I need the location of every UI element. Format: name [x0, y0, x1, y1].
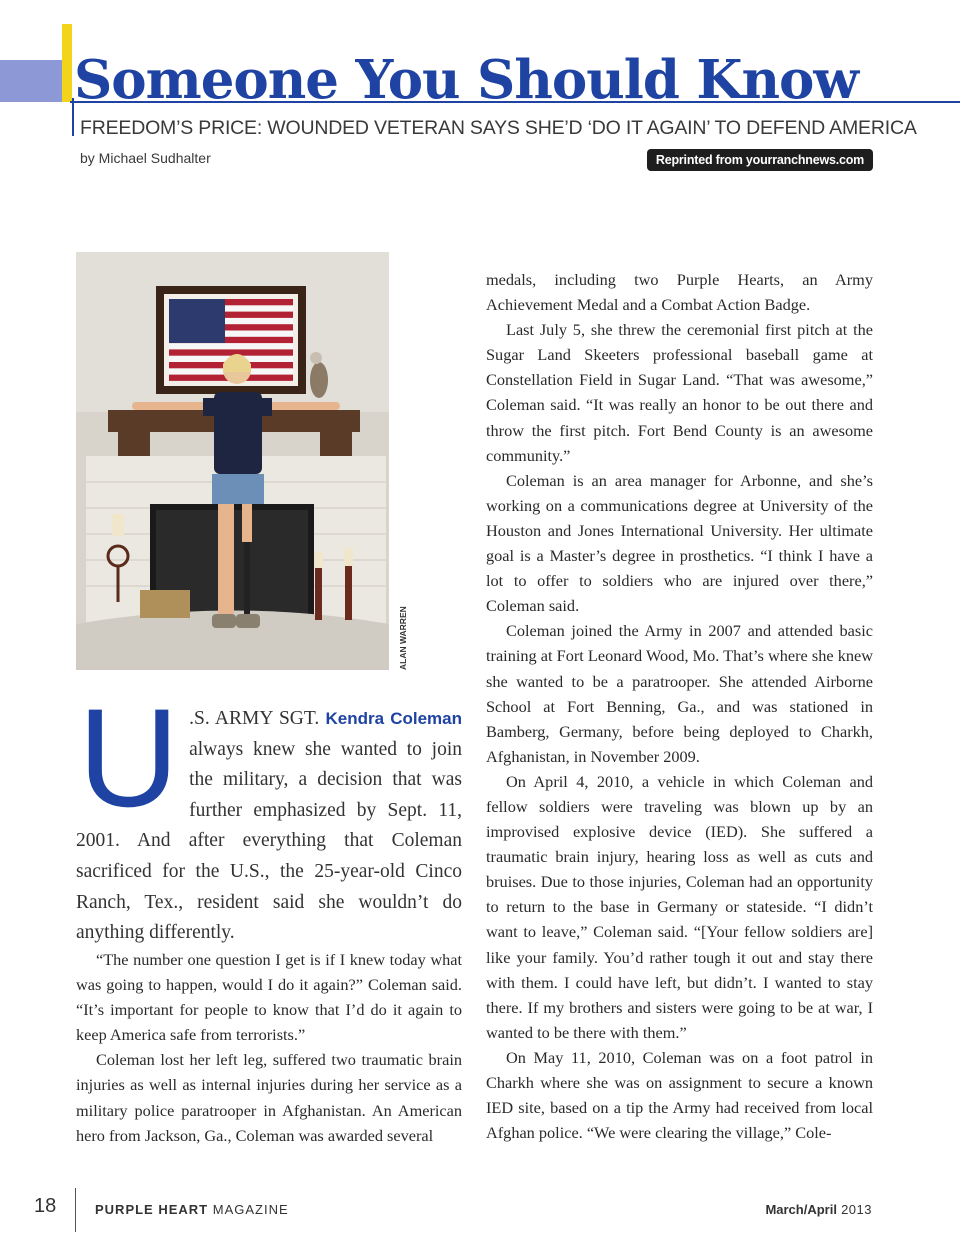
left-column [76, 947, 462, 1148]
lead-start: .S. ARMY SGT. [189, 708, 326, 729]
photo-illustration [76, 252, 389, 670]
body-paragraph: On April 4, 2010, a vehicle in which Coleman and fellow soldiers were traveling was blown up by an improvised explosive device (IED). She suffered a traumatic brain injury, hearing loss as well as cuts and bruises. Due to those injuries, Coleman had an opportunity to return to the base in Germany or stateside. “I didn’t want to leave,” Coleman said. “[Your fellow soldiers are] like your family. You’d rather tough it out and stay there with them. I could have left, but didn’t. I wanted to stay there. If my brothers and sisters were going to be at war, I wanted to be there with them.” [486, 771, 873, 1042]
reprint-badge: Reprinted from yourranchnews.com [647, 149, 873, 171]
page-number: 18 [34, 1195, 57, 1217]
body-paragraph: medals, including two Purple Hearts, an Army Achievement Medal and a Combat Action Badge. [486, 270, 873, 315]
magazine-name-bold: PURPLE HEART [95, 1202, 209, 1217]
body-paragraph: Last July 5, she threw the ceremonial first pitch at the Sugar Land Skeeters professional baseball game at Constellation Field in Sugar Land. “That was awesome,” Coleman said. “It was really an honor to be out there and throw the first pitch. Fort Bend County is an awesome community.” [486, 320, 873, 465]
footer-divider [75, 1188, 76, 1232]
issue-months: March/April [765, 1202, 837, 1217]
article-photo [76, 252, 389, 670]
issue-year: 2013 [841, 1202, 872, 1217]
photo-credit: ALAN WARREN [398, 606, 408, 670]
subject-name: Kendra Coleman [325, 709, 463, 728]
article-subtitle: FREEDOM’S PRICE: WOUNDED VETERAN SAYS SHE’D ‘DO IT AGAIN’ TO DEFEND AMERICA [80, 117, 917, 139]
header-yellow-bar [62, 24, 72, 102]
body-paragraph: Coleman is an area manager for Arbonne, and she’s working on a communications degree at University of the Houston and Jones International University. Her ultimate goal is a Master’s degree in prosthetics. “I think I have a lot to offer to soldiers who are injured over there,” Coleman said. [486, 470, 873, 616]
right-column [486, 267, 873, 1145]
magazine-name [95, 1202, 289, 1217]
lead-rest: always knew she wanted to join the military, a decision that was further emphasized by Sept. 11, 2001. And after everything that Coleman sacrificed for the U.S., the 25-year-old Cinco Ranch, Tex., resident said she wouldn’t do anything differently. [76, 738, 462, 944]
page-title: Someone You Should Know [74, 49, 858, 111]
header-band [0, 60, 70, 102]
magazine-name-rest: MAGAZINE [212, 1202, 289, 1217]
body-paragraph: On May 11, 2010, Coleman was on a foot patrol in Charkh where she was on assignment to secure a known IED site, based on a tip the Army had received from local Afghan police. “We were clearing the village,” Cole- [486, 1047, 873, 1143]
body-paragraph: Coleman joined the Army in 2007 and attended basic training at Fort Leonard Wood, Mo. That’s where she knew she wanted to be a paratrooper. She attended Airborne School at Fort Benning, Ga., and was stationed in Bamberg, Germany, before being deployed to Charkh, Afghanistan, in November 2009. [486, 621, 873, 766]
body-paragraph: Coleman lost her left leg, suffered two traumatic brain injuries as well as internal injuries during her service as a military police paratrooper in Afghanistan. An American hero from Jackson, Ga., Coleman was awarded several [76, 1050, 462, 1145]
byline: by Michael Sudhalter [80, 150, 211, 166]
lead-paragraph-block [76, 679, 463, 949]
issue-date [700, 1202, 872, 1217]
body-paragraph: “The number one question I get is if I knew today what was going to happen, would I do it again?” Coleman said. “It’s important for people to know that I’d do it again to keep America safe from terrorists.” [76, 950, 462, 1045]
drop-cap: U [78, 679, 180, 836]
